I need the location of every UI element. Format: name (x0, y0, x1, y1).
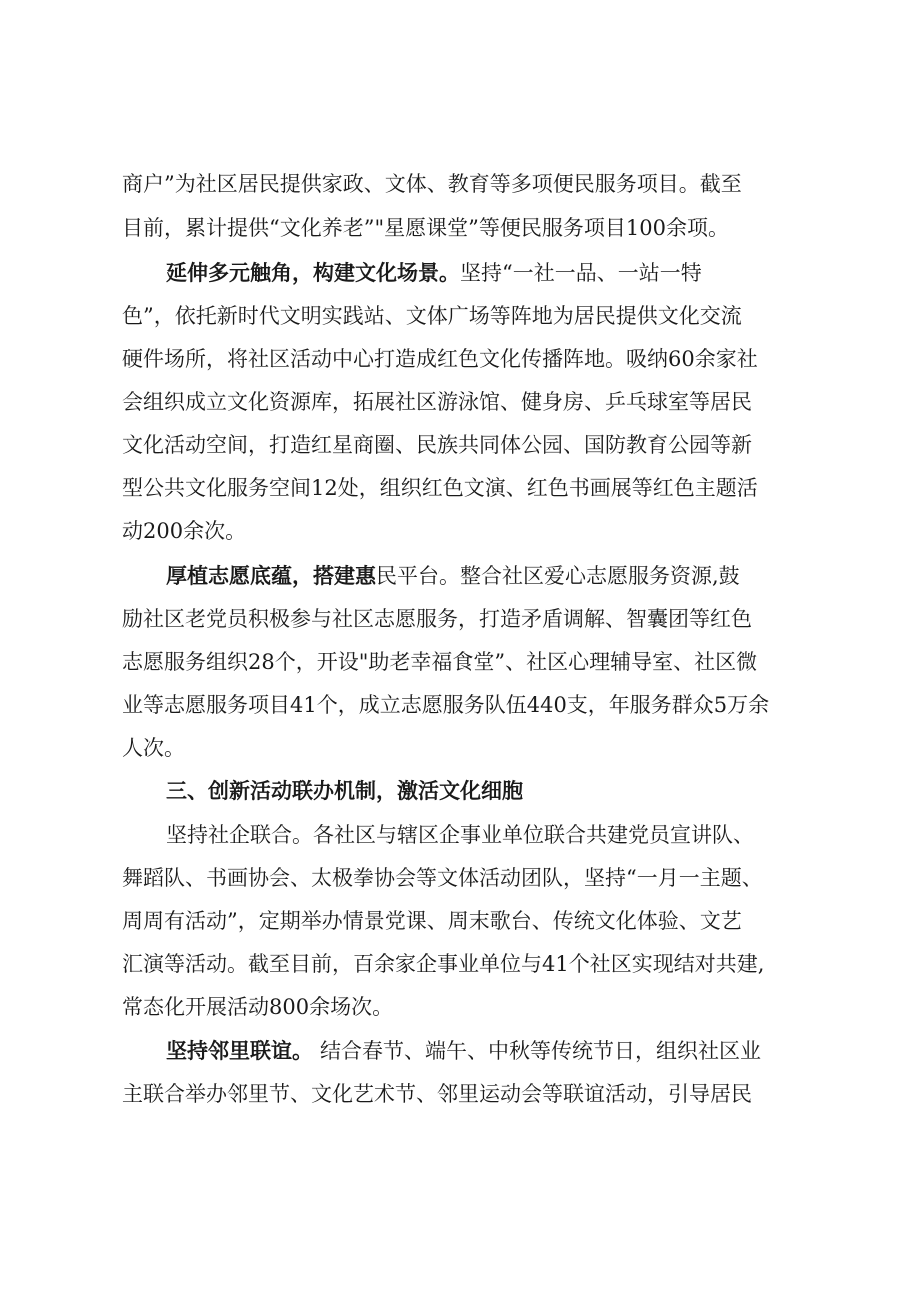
paragraph-3-line-4 (0, 683, 920, 727)
paragraph-lead-bold: 厚植志愿底蕴，搭建惠 (166, 563, 376, 588)
paragraph-2-line-7 (0, 509, 920, 553)
section-heading-text: 三、创新活动联办机制，激活文化细胞 (166, 778, 523, 803)
text-run: 舞蹈队、书画协会、太极拳协会等文体活动团队，坚持“一月一主题、 (122, 866, 763, 890)
paragraph-lead-bold: 延伸多元触角，构建文化场景。 (166, 260, 460, 285)
text-run: 商户”为社区居民提供家政、文体、教育等多项便民服务项目。截至 (122, 172, 742, 196)
text-run: 色”，依托新时代文明实践站、文体广场等阵地为居民提供文化交流 (122, 304, 742, 328)
text-run: 志愿服务组织28个，开设"助老幸福食堂”、社区心理辅导室、社区微 (122, 650, 758, 674)
text-run: 汇演等活动。截至目前，百余家企事业单位与41个社区实现结对共建, (122, 952, 765, 976)
text-run: 文化活动空间，打造红星商圈、民族共同体公园、国防教育公园等新 (122, 433, 752, 457)
text-run: 业等志愿服务项目41个，成立志愿服务队伍440支，年服务群众5万余 (122, 693, 770, 717)
text-run: 型公共文化服务空间12处，组织红色文演、红色书画展等红色主题活 (122, 476, 758, 500)
paragraph-5-line-2 (0, 1072, 920, 1116)
paragraph-2-line-5 (0, 423, 920, 467)
text-run: 人次。 (122, 736, 185, 760)
paragraph-2-line-4 (0, 380, 920, 424)
paragraph-1-line-1 (0, 162, 920, 206)
paragraph-2-line-1 (0, 251, 920, 295)
text-run: 励社区老党员积极参与社区志愿服务，打造矛盾调解、智囊团等红色 (122, 607, 752, 631)
text-run: 民平台。整合社区爱心志愿服务资源,鼓 (376, 564, 740, 588)
text-run: 动200余次。 (122, 519, 247, 543)
text-run: 常态化开展活动800余场次。 (122, 995, 394, 1019)
text-run: 结合春节、端午、中秋等传统节日，组织社区业 (320, 1039, 761, 1063)
paragraph-lead-bold: 坚持邻里联谊。 (166, 1038, 313, 1063)
paragraph-3-line-5 (0, 726, 920, 770)
text-run: 硬件场所，将社区活动中心打造成红色文化传播阵地。吸纳60余家社 (122, 347, 758, 371)
paragraph-3-line-2 (0, 597, 920, 641)
paragraph-1-line-2 (0, 206, 920, 250)
paragraph-4-line-2 (0, 856, 920, 900)
text-run: 会组织成立文化资源库，拓展社区游泳馆、健身房、乒乓球室等居民 (122, 390, 752, 414)
paragraph-3-line-1 (0, 554, 920, 598)
paragraph-2-line-6 (0, 466, 920, 510)
paragraph-3-line-3 (0, 640, 920, 684)
text-run: 目前，累计提供“文化养老”"星愿课堂”等便民服务项目100余项。 (122, 216, 729, 240)
section-heading (0, 769, 920, 813)
text-run: 主联合举办邻里节、文化艺术节、邻里运动会等联谊活动，引导居民 (122, 1082, 752, 1106)
paragraph-2-line-2 (0, 294, 920, 338)
paragraph-2-line-3 (0, 337, 920, 381)
text-run: 周周有活动”，定期举办情景党课、周末歌台、传统文化体验、文艺 (122, 909, 742, 933)
paragraph-4-line-1 (0, 813, 920, 857)
paragraph-4-line-3 (0, 899, 920, 943)
paragraph-4-line-5 (0, 985, 920, 1029)
paragraph-4-line-4 (0, 942, 920, 986)
paragraph-5-line-1 (0, 1029, 920, 1073)
text-run: 坚持社企联合。各社区与辖区企事业单位联合共建党员宣讲队、 (166, 823, 754, 847)
text-run: 坚持“一社一品、一站一特 (460, 261, 702, 285)
